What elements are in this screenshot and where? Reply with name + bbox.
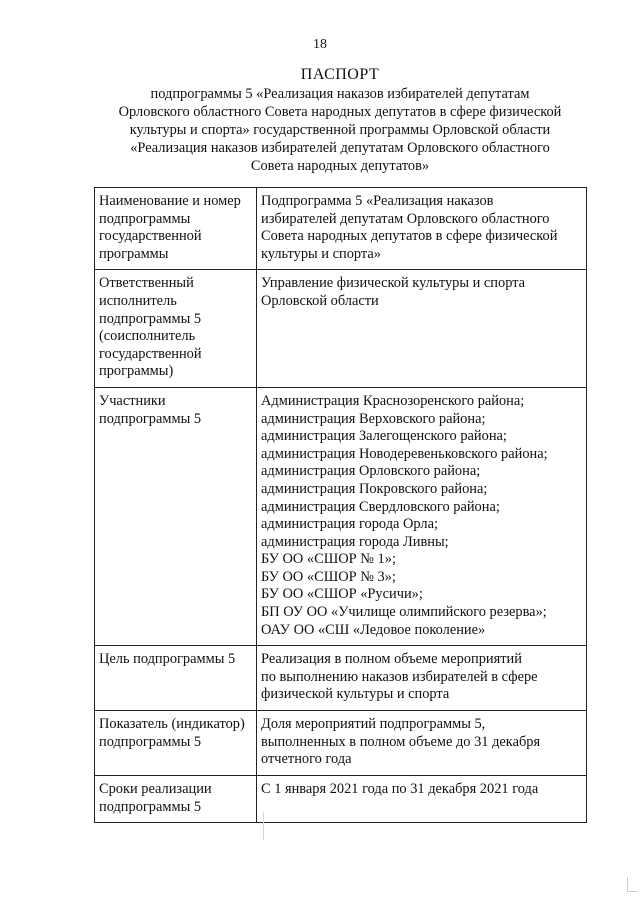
document-title: ПАСПОРТ bbox=[300, 66, 380, 83]
row-value bbox=[257, 776, 587, 823]
cell-line: программы) bbox=[99, 363, 174, 380]
cell-line: администрация Свердловского района; bbox=[261, 498, 500, 515]
cell-line: подпрограммы 5 bbox=[99, 410, 202, 427]
cell-line: подпрограммы 5 bbox=[99, 310, 202, 327]
cell-line: БУ ОО «СШОР № 1»; bbox=[261, 551, 396, 568]
cell-line: выполненных в полном объеме до 31 декабря bbox=[261, 733, 541, 750]
cell-line: государственной bbox=[99, 228, 202, 245]
cell-line: Доля мероприятий подпрограммы 5, bbox=[261, 716, 486, 733]
passport-table bbox=[94, 187, 587, 823]
cell-line: по выполнению наказов избирателей в сфере bbox=[261, 668, 538, 685]
subtitle-line: «Реализация наказов избирателей депутатам Орловского областного bbox=[130, 140, 550, 156]
table-row-name bbox=[95, 188, 587, 270]
cell-line: администрация Покровского района; bbox=[261, 480, 488, 497]
cell-line: администрация Новодеревеньковского района; bbox=[261, 445, 548, 462]
cell-line: С 1 января 2021 года по 31 декабря 2021 года bbox=[261, 781, 539, 798]
row-label bbox=[95, 270, 257, 388]
table-row-participants bbox=[95, 387, 587, 645]
cell-line: подпрограммы 5 bbox=[99, 733, 202, 750]
cell-line: БП ОУ ОО «Училище олимпийского резерва»; bbox=[261, 604, 547, 621]
cell-line: БУ ОО «СШОР № 3»; bbox=[261, 568, 396, 585]
cell-line: избирателей депутатам Орловского областного bbox=[261, 210, 550, 227]
cell-line: подпрограммы 5 bbox=[99, 798, 202, 815]
page-corner-mark bbox=[627, 877, 638, 892]
cell-line: администрация Верховского района; bbox=[261, 410, 486, 427]
cell-line: администрация города Ливны; bbox=[261, 533, 449, 550]
cell-line: БУ ОО «СШОР «Русичи»; bbox=[261, 586, 423, 603]
cell-line: Участники bbox=[99, 392, 166, 409]
cell-line: программы bbox=[99, 245, 169, 262]
cell-line: Управление физической культуры и спорта bbox=[261, 275, 526, 292]
cell-line: ОАУ ОО «СШ «Ледовое поколение» bbox=[261, 621, 486, 638]
subtitle-line: культуры и спорта» государственной программы Орловской области bbox=[129, 122, 551, 138]
cell-line: культуры и спорта» bbox=[261, 245, 381, 262]
title-block bbox=[80, 65, 600, 175]
table-row-goal bbox=[95, 646, 587, 711]
subtitle-line: Орловского областного Совета народных депутатов в сфере физической bbox=[118, 104, 562, 120]
subtitle-line: Совета народных депутатов» bbox=[250, 158, 430, 174]
table-row-timeline bbox=[95, 776, 587, 823]
row-label bbox=[95, 776, 257, 823]
cell-line: администрация Орловского района; bbox=[261, 463, 481, 480]
cell-line: администрация Залегощенского района; bbox=[261, 428, 507, 445]
row-value bbox=[257, 387, 587, 645]
cell-line: Совета народных депутатов в сфере физической bbox=[261, 228, 558, 245]
cell-line: Сроки реализации bbox=[99, 781, 212, 798]
page-number: 18 bbox=[313, 37, 327, 52]
cell-line: администрация города Орла; bbox=[261, 516, 438, 533]
row-label bbox=[95, 646, 257, 711]
cell-line: физической культуры и спорта bbox=[261, 686, 450, 703]
cell-line: Наименование и номер bbox=[99, 193, 241, 209]
cell-line: Цель подпрограммы 5 bbox=[99, 651, 236, 668]
table-row-indicator bbox=[95, 711, 587, 776]
row-value bbox=[257, 646, 587, 711]
cell-line: отчетного года bbox=[261, 751, 352, 768]
document-subtitle bbox=[80, 85, 600, 175]
row-value bbox=[257, 270, 587, 388]
scan-artifact bbox=[263, 812, 264, 840]
cell-line: государственной bbox=[99, 345, 202, 362]
row-value bbox=[257, 188, 587, 270]
cell-line: исполнитель bbox=[99, 292, 177, 309]
table-row-executor bbox=[95, 270, 587, 388]
cell-line: Подпрограмма 5 «Реализация наказов bbox=[261, 193, 494, 209]
cell-line: (соисполнитель bbox=[99, 328, 196, 345]
subtitle-line: подпрограммы 5 «Реализация наказов избирателей депутатам bbox=[150, 86, 530, 102]
cell-line: Орловской области bbox=[261, 292, 379, 309]
row-label bbox=[95, 387, 257, 645]
cell-line: Показатель (индикатор) bbox=[99, 716, 245, 733]
cell-line: подпрограммы bbox=[99, 210, 191, 227]
cell-line: Администрация Краснозоренского района; bbox=[261, 392, 525, 409]
row-value bbox=[257, 711, 587, 776]
row-label bbox=[95, 188, 257, 270]
row-label bbox=[95, 711, 257, 776]
cell-line: Реализация в полном объеме мероприятий bbox=[261, 651, 522, 668]
cell-line: Ответственный bbox=[99, 275, 194, 292]
